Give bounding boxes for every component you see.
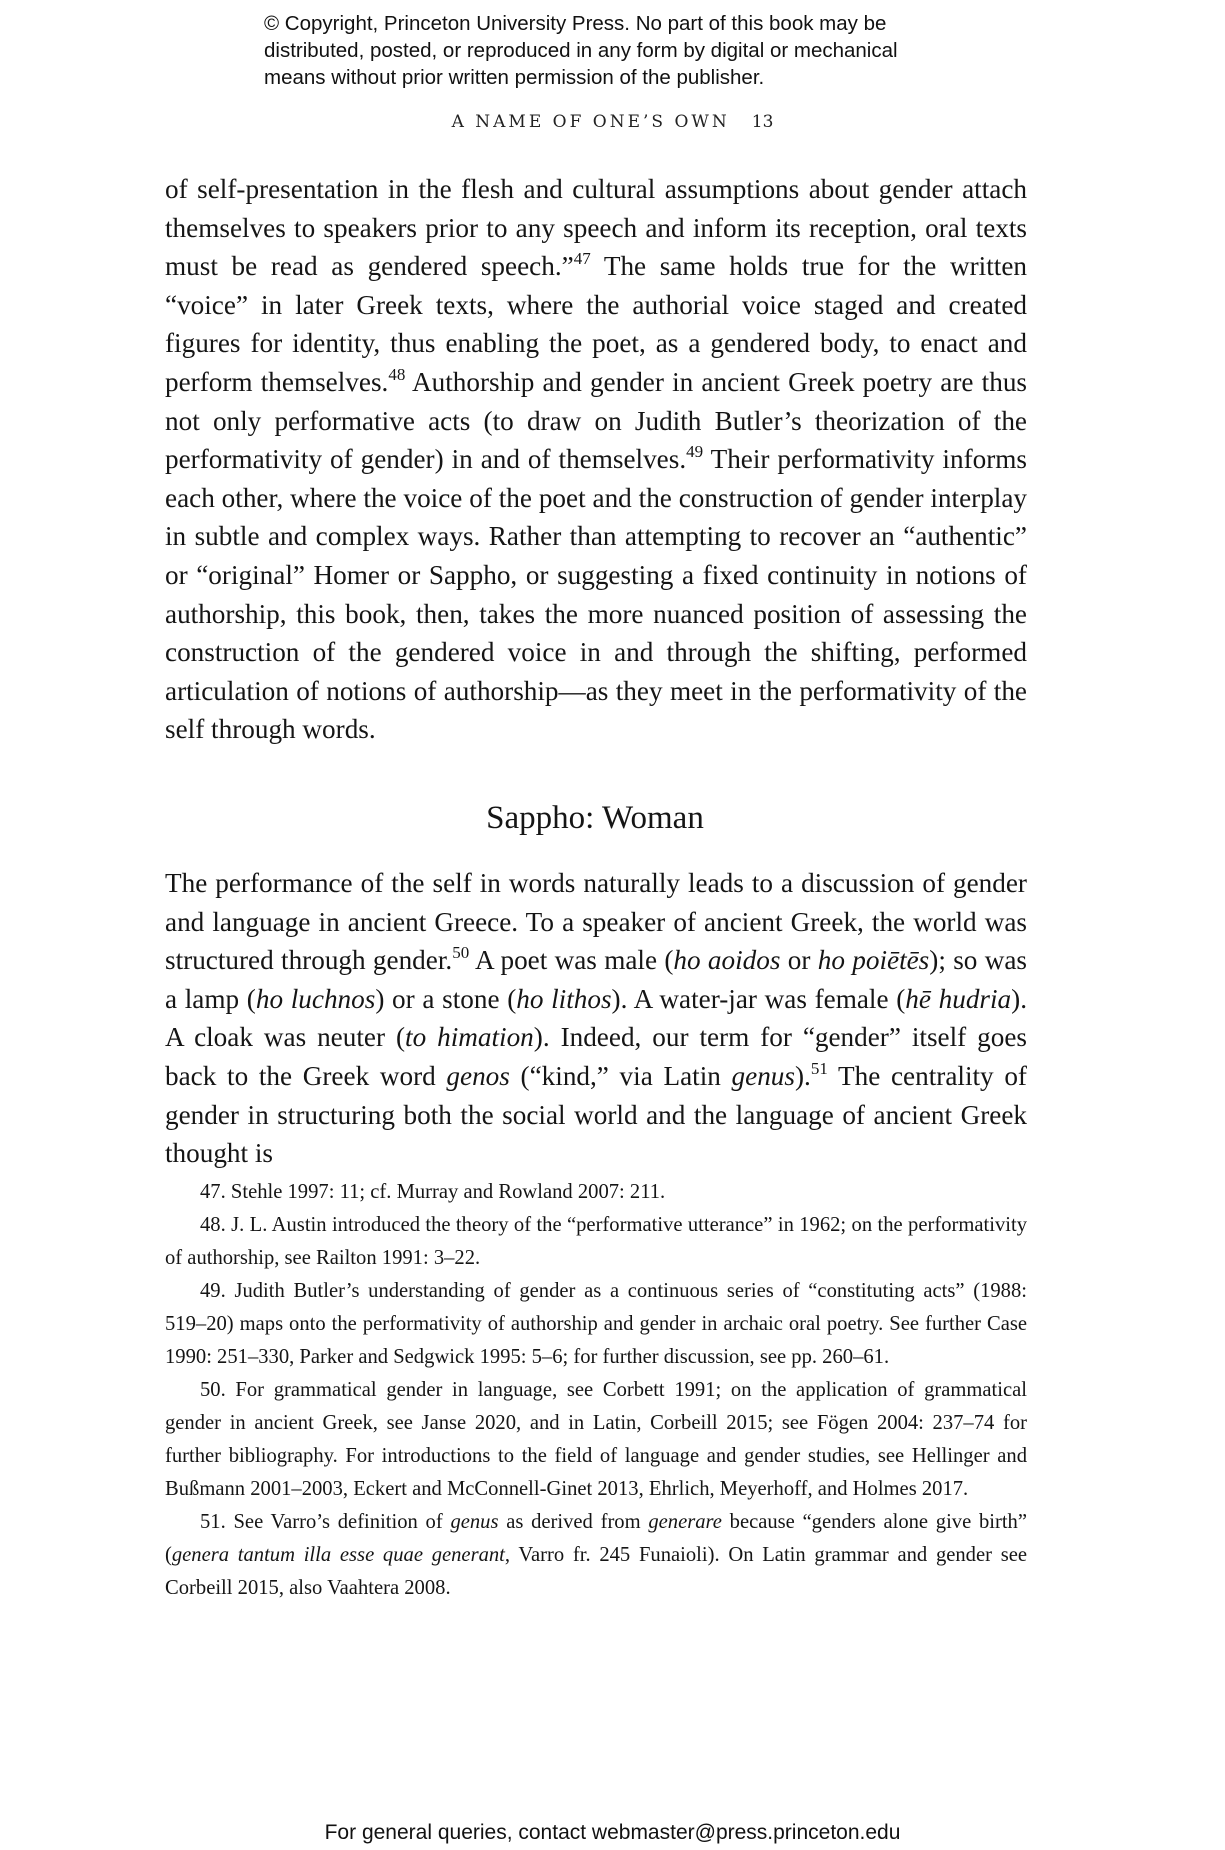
running-head-title: A NAME OF ONE’S OWN	[451, 112, 730, 132]
footnotes	[165, 1176, 1027, 1605]
italic-term: to himation	[405, 1022, 534, 1053]
text-run: The performance of the self in words naturally leads to a discussion of gender and language in ancient Greece. To a speaker of ancient Greek, the world was structured through gender.	[165, 868, 1027, 976]
footnote-ref-48[interactable]: 48	[388, 364, 406, 384]
footnote-49: 49. Judith Butler’s understanding of gender as a continuous series of “constituting acts” (1988: 519–20) maps onto the performativity of authorship and gender in archaic oral poetry. See further Case 1990: 251–330, Parker and Sedgwick 1995: 5–6; for further discussion, see pp. 260–61.	[165, 1280, 1027, 1368]
body-paragraph	[165, 170, 1027, 749]
copyright-line: means without prior written permission of the publisher.	[264, 66, 765, 89]
text-run: or	[780, 945, 818, 976]
text-run: The same holds true for the written “voice” in later Greek texts, where the authorial voice staged and created figures for identity, thus enabling the poet, as a gendered body, to enact and perform themselves.	[165, 251, 1027, 397]
italic-term: genus	[450, 1511, 499, 1533]
text-run: , Varro fr. 245 Funaioli). On Latin grammar and gender see Corbeill 2015, also Vaahtera 2008.	[165, 1544, 1027, 1599]
text-run: because “genders alone give birth” (	[165, 1511, 1027, 1566]
text-run: (“kind,” via Latin	[509, 1060, 732, 1091]
text-run: Their performativity informs each other, where the voice of the poet and the construction of gender interplay in subtle and complex ways. Rather than attempting to recover an “authentic” or “original” Homer or Sappho, or suggesting a fixed continuity in notions of authorship, this book, then, takes the more nuanced position of assessing the construction of the gendered voice in and through the shifting, performed articulation of notions of authorship—as they meet in the performativity of the self through words.	[165, 444, 1027, 745]
italic-term: ho aoidos	[673, 945, 781, 976]
italic-term: generare	[648, 1511, 722, 1533]
text-run: as derived from	[498, 1511, 649, 1533]
text-run: ). A water-jar was female (	[611, 983, 906, 1014]
footnote-ref-51[interactable]: 51	[810, 1058, 828, 1078]
italic-term: genus	[731, 1060, 795, 1091]
footnote-48: 48. J. L. Austin introduced the theory of the “performative utterance” in 1962; on the performativity of authorship, see Railton 1991: 3–22.	[165, 1214, 1027, 1269]
text-run: 51. See Varro’s definition of	[200, 1511, 451, 1533]
running-head	[0, 112, 1225, 132]
text-run: ); so was a lamp (	[165, 945, 1027, 1014]
footnote-50: 50. For grammatical gender in language, see Corbett 1991; on the application of grammatical gender in ancient Greek, see Janse 2020, and in Latin, Corbeill 2015; see Fögen 2004: 237–74 for further bibliography. For introductions to the field of language and gender studies, see Hellinger and Bußmann 2001–2003, Eckert and McConnell-Ginet 2013, Ehrlich, Meyerhoff, and Holmes 2017.	[165, 1379, 1027, 1500]
text-run: ) or a stone (	[375, 983, 517, 1014]
text-run: The centrality of gender in structuring both the social world and the language of ancient Greek thought is	[165, 1060, 1027, 1169]
footnote-ref-47[interactable]: 47	[573, 249, 591, 269]
copyright-line: © Copyright, Princeton University Press. No part of this book may be	[264, 12, 887, 35]
copyright-line: distributed, posted, or reproduced in any form by digital or mechanical	[264, 39, 898, 62]
italic-term: ho lithos	[516, 983, 612, 1014]
italic-term: ho poiētēs	[817, 945, 930, 976]
italic-term: hē hudria	[905, 983, 1012, 1014]
text-run: A poet was male (	[469, 945, 674, 976]
text-run: Authorship and gender in ancient Greek poetry are thus not only performative acts (to draw on Judith Butler’s theorization of the performativity of gender) in and of themselves.	[165, 366, 1027, 475]
italic-term: ho luchnos	[255, 983, 376, 1014]
body-paragraph	[165, 864, 1027, 1173]
text-run: of self-presentation in the flesh and cultural assumptions about gender attach themselves to speakers prior to any speech and inform its reception, oral texts must be read as gendered speech.”	[165, 174, 1027, 282]
footer-contact: For general queries, contact webmaster@press.princeton.edu	[324, 1821, 901, 1844]
section-heading: Sappho: Woman	[486, 800, 704, 836]
footnote-ref-49[interactable]: 49	[686, 442, 704, 462]
footnote-47: 47. Stehle 1997: 11; cf. Murray and Rowland 2007: 211.	[200, 1181, 666, 1203]
text-run: ). A cloak was neuter (	[165, 983, 1028, 1053]
copyright-notice	[264, 10, 984, 91]
text-run: ). Indeed, our term for “gender” itself goes back to the Greek word	[165, 1022, 1027, 1091]
page-number: 13	[751, 112, 774, 132]
footnote-51	[165, 1506, 1027, 1605]
italic-term: genos	[446, 1060, 510, 1091]
italic-term: genera tantum illa esse quae generant	[171, 1544, 505, 1566]
footnote-ref-50[interactable]: 50	[452, 943, 470, 963]
text-run: ).	[794, 1060, 811, 1091]
